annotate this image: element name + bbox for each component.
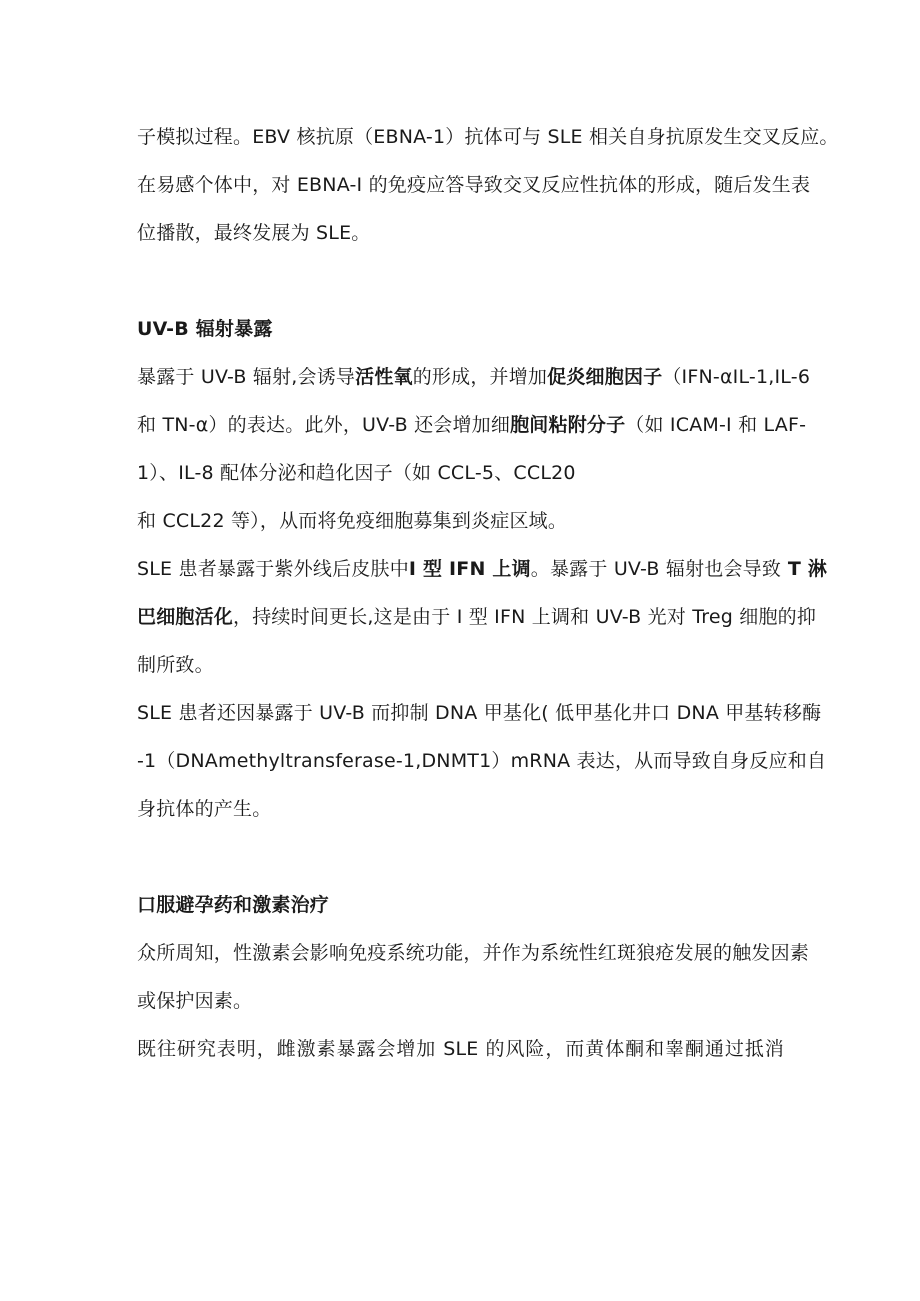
uvb-p1-line-1	[137, 364, 811, 390]
hormone-p2-line-1: 既往研究表明，雌激素暴露会增加 SLE 的风险，而黄体酮和睾酮通过抵消	[137, 1038, 784, 1060]
bold-term-ros: 活性氧	[355, 366, 413, 388]
uvb-p2-line-2	[137, 604, 817, 630]
text-run: （IFN-αIL-1,IL-6	[662, 366, 811, 388]
section-heading-uvb: UV-B 辐射暴露	[137, 318, 273, 340]
text-run: 的形成，并增加	[412, 366, 548, 388]
bold-term-cytokines: 促炎细胞因子	[547, 366, 663, 388]
section-heading-hormone: 口服避孕药和激素治疗	[137, 894, 330, 916]
text-run: 暴露于 UV-B 辐射,会诱导	[137, 366, 356, 388]
bold-term-t-cell: T 淋	[781, 558, 828, 580]
intro-line-1: 子模拟过程。EBV 核抗原（EBNA-1）抗体可与 SLE 相关自身抗原发生交叉反应。	[137, 126, 839, 148]
uvb-p3-line-2: -1（DNAmethyltransferase-1,DNMT1）mRNA 表达，从而导致自身反应和自	[137, 750, 827, 772]
uvb-p1-line-2	[137, 412, 807, 438]
text-run: 。暴露于 UV-B 辐射也会导致	[530, 558, 782, 580]
intro-line-2: 在易感个体中，对 EBNA-I 的免疫应答导致交叉反应性抗体的形成，随后发生表	[137, 174, 811, 196]
text-run: SLE 患者暴露于紫外线后皮肤中	[137, 558, 409, 580]
intro-line-3: 位播散，最终发展为 SLE。	[137, 222, 371, 244]
uvb-p1-line-3: 1）、IL-8 配体分泌和趋化因子（如 CCL-5、CCL20	[137, 462, 576, 484]
uvb-p2-line-1	[137, 556, 828, 582]
uvb-p3-line-3: 身抗体的产生。	[137, 798, 272, 820]
uvb-p2-line-3: 制所致。	[137, 654, 214, 676]
hormone-p1-line-2: 或保护因素。	[137, 990, 253, 1012]
text-run: ，持续时间更长,这是由于 I 型 IFN 上调和 UV-B 光对 Treg 细胞的抑	[233, 606, 817, 628]
bold-term-adhesion: 胞间粘附分子	[510, 414, 626, 436]
text-run: 和 TN-α）的表达。此外，UV-B 还会增加细	[137, 414, 511, 436]
text-run: （如 ICAM-I 和 LAF-	[625, 414, 807, 436]
uvb-p3-line-1: SLE 患者还因暴露于 UV-B 而抑制 DNA 甲基化( 低甲基化井口 DNA 甲基转移酶	[137, 702, 822, 724]
bold-term-activation: 巴细胞活化	[137, 606, 234, 628]
hormone-p1-line-1: 众所周知，性激素会影响免疫系统功能，并作为系统性红斑狼疮发展的触发因素	[137, 942, 810, 964]
uvb-p1-line-4: 和 CCL22 等），从而将免疫细胞募集到炎症区域。	[137, 510, 568, 532]
bold-term-ifn: I 型 IFN 上调	[408, 558, 531, 580]
